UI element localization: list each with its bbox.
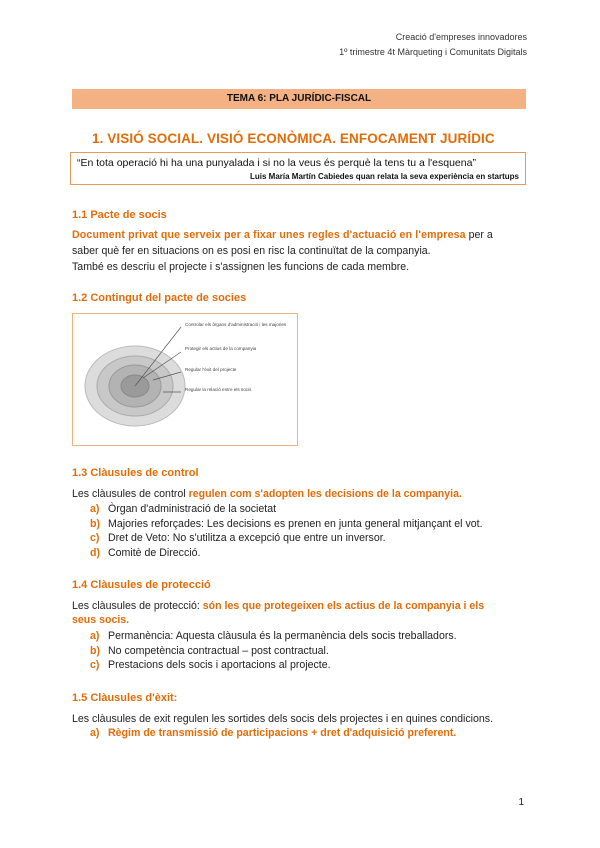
list-item: [90, 503, 276, 515]
section-heading-1-2: 1.2 Contingut del pacte de socies: [72, 292, 247, 304]
section-heading-1-4: 1.4 Clàusules de protecció: [72, 579, 211, 591]
list-letter: c): [90, 659, 100, 671]
list-letter: a): [90, 630, 100, 642]
highlight-text: regulen com s'adopten les decisions de la companyia.: [188, 488, 462, 500]
section-heading-1-1: 1.1 Pacte de socis: [72, 209, 167, 221]
list-text: Comitè de Direcció.: [108, 547, 201, 559]
paragraph-text: Les clàusules de control: [72, 488, 189, 500]
list-text: Règim de transmissió de participacions + dret d'adquisició preferent.: [108, 727, 457, 739]
list-text: Dret de Veto: No s'utilitza a excepció que entre un inversor.: [108, 532, 386, 544]
paragraph-1-4-line1: [72, 600, 526, 612]
page-number: 1: [518, 797, 524, 808]
quote-box: [70, 152, 526, 185]
quote-text: “En tota operació hi ha una punyalada i si no la veus és perquè la tens tu a l'esquena”: [77, 157, 476, 169]
paragraph-1-1-line1: [72, 229, 526, 241]
list-letter: a): [90, 727, 100, 739]
highlight-text: Document privat que serveix per a fixar unes regles d'actuació en l'empresa: [72, 229, 466, 241]
concentric-circles-diagram: [73, 314, 297, 445]
paragraph-1-1-line2: saber què fer en situacions on es posi en risc la continuïtat de la companyia.: [72, 245, 431, 257]
list-text: Prestacions dels socis i aportacions al projecte.: [108, 659, 331, 671]
paragraph-1-3: [72, 488, 462, 500]
list-text: Majories reforçades: Les decisions es prenen en junta general mitjançant el vot.: [108, 518, 483, 530]
list-item: [90, 645, 329, 657]
list-letter: d): [90, 547, 100, 559]
page-title: 1. VISIÓ SOCIAL. VISIÓ ECONÒMICA. ENFOCAMENT JURÍDIC: [92, 131, 495, 146]
list-letter: b): [90, 645, 100, 657]
header-term: 1º trimestre 4t Màrqueting i Comunitats Digitals: [339, 47, 527, 57]
highlight-text: són les que protegeixen els actius de la companyia i els: [202, 600, 485, 612]
pact-content-figure: [72, 313, 298, 446]
section-heading-1-5: 1.5 Clàusules d'èxit:: [72, 692, 178, 704]
figure-label-1: Controlar els òrgans d'administració i les majories: [185, 322, 287, 327]
list-item: [90, 518, 483, 530]
paragraph-1-1-line3: També es descriu el projecte i s'assignen les funcions de cada membre.: [72, 261, 410, 273]
section-heading-1-3: 1.3 Clàusules de control: [72, 467, 199, 479]
paragraph-text: Les clàusules de protecció:: [72, 600, 203, 612]
list-letter: c): [90, 532, 100, 544]
figure-label-3: Regular l'èxit del projecte: [185, 367, 237, 372]
paragraph-1-4-line2: [72, 614, 129, 626]
list-item: [90, 532, 386, 544]
list-item: [90, 659, 331, 671]
quote-author: Luis María Martín Cabiedes quan relata la seva experiència en startups: [250, 172, 519, 181]
list-text: No competència contractual – post contractual.: [108, 645, 329, 657]
paragraph-1-5: Les clàusules de exit regulen les sortides dels socis dels projectes i en quines condicions.: [72, 713, 494, 725]
list-item: [90, 547, 200, 559]
list-item: [90, 630, 457, 642]
figure-label-2: Protegir els actius de la companyia: [185, 346, 257, 351]
header-course: Creació d'empreses innovadores: [395, 32, 527, 42]
list-letter: b): [90, 518, 100, 530]
highlight-text: seus socis.: [72, 614, 130, 626]
list-text: Òrgan d'administració de la societat: [108, 503, 277, 515]
list-item: [90, 727, 456, 739]
topic-banner: TEMA 6: PLA JURÍDIC-FISCAL: [72, 89, 526, 109]
list-text: Permanència: Aquesta clàusula és la permanència dels socis treballadors.: [108, 630, 457, 642]
paragraph-text: per a: [465, 229, 493, 241]
list-letter: a): [90, 503, 100, 515]
figure-label-4: Regular la relació entre els socis: [185, 387, 252, 392]
